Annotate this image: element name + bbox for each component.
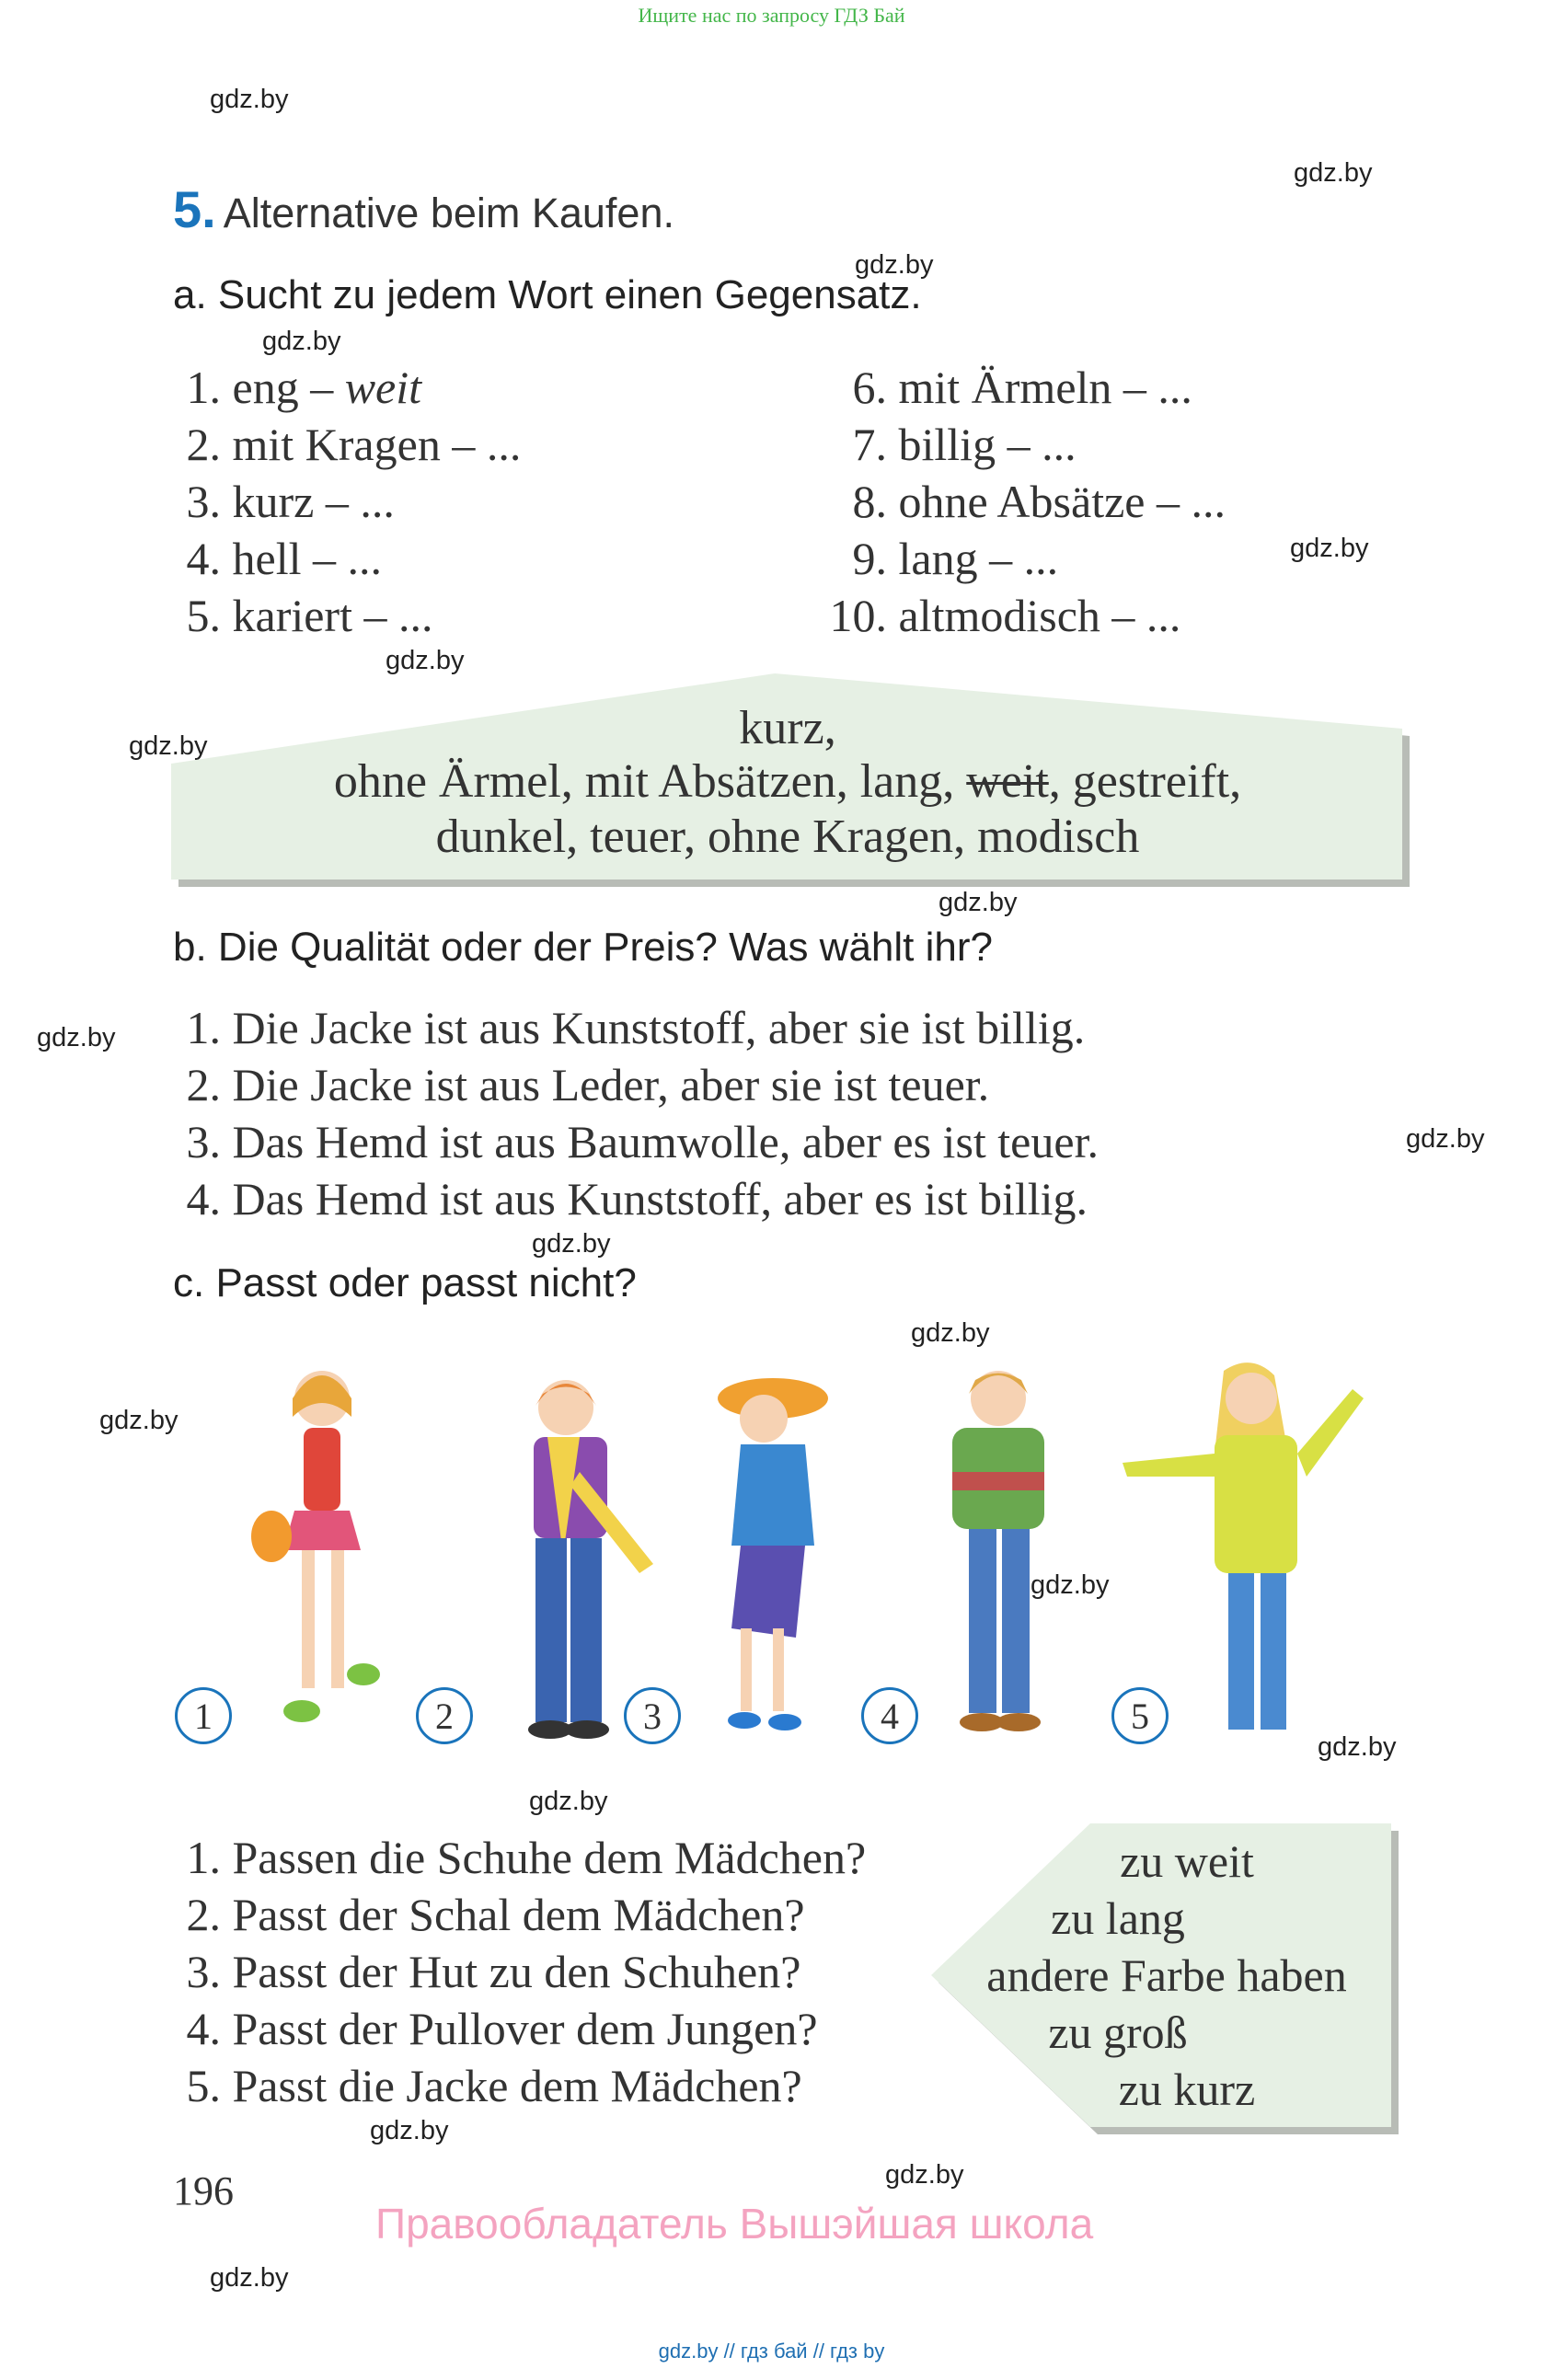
option-item: zu weit bbox=[1120, 1835, 1254, 1887]
list-item: 3. kurz – ... bbox=[186, 476, 395, 527]
watermark: gdz.by bbox=[262, 327, 341, 356]
question-item: 5. Passt die Jacke dem Mädchen? bbox=[186, 2060, 802, 2111]
list-item: 4. hell – ... bbox=[186, 533, 382, 584]
list-item: 5. kariert – ... bbox=[186, 590, 433, 641]
list-item: 6. mit Ärmeln – ... bbox=[852, 362, 1192, 413]
option-item: zu lang bbox=[1051, 1892, 1185, 1944]
girl-illustration bbox=[230, 1362, 414, 1748]
watermark: gdz.by bbox=[210, 85, 289, 114]
watermark: gdz.by bbox=[1406, 1124, 1485, 1154]
option-item: andere Farbe haben bbox=[986, 1949, 1347, 2001]
exercise-title-text: Alternative beim Kaufen. bbox=[223, 190, 674, 236]
watermark: gdz.by bbox=[210, 2263, 289, 2293]
list-item: 8. ohne Absätze – ... bbox=[852, 476, 1226, 527]
list-item: 7. billig – ... bbox=[852, 419, 1077, 470]
watermark: gdz.by bbox=[1290, 534, 1369, 563]
option-item: zu kurz bbox=[1118, 2064, 1256, 2115]
list-item: 4. Das Hemd ist aus Kunststoff, aber es ist billig. bbox=[186, 1173, 1088, 1224]
option-item: zu groß bbox=[1048, 2006, 1188, 2058]
word-bank-line-1: kurz, bbox=[739, 702, 836, 754]
word-bank-line-2: ohne Ärmel, mit Absätzen, lang, weit, gestreift, bbox=[333, 755, 1242, 808]
watermark: gdz.by bbox=[911, 1318, 990, 1348]
figure-number-2: 2 bbox=[416, 1687, 473, 1744]
copyright-notice: Правообладатель Вышэйшая школа bbox=[375, 2200, 1094, 2248]
woman-in-hat-illustration bbox=[676, 1362, 860, 1748]
figure-number-5: 5 bbox=[1111, 1687, 1169, 1744]
watermark: gdz.by bbox=[129, 731, 208, 761]
watermark: gdz.by bbox=[1318, 1732, 1397, 1762]
figure-number-4: 4 bbox=[861, 1687, 918, 1744]
part-a-heading: a. Sucht zu jedem Wort einen Gegensatz. bbox=[173, 272, 922, 317]
list-item: 2. mit Kragen – ... bbox=[186, 419, 522, 470]
watermark: gdz.by bbox=[885, 2160, 964, 2190]
question-item: 2. Passt der Schal dem Mädchen? bbox=[186, 1889, 805, 1940]
watermark: gdz.by bbox=[370, 2116, 449, 2145]
list-item: 2. Die Jacke ist aus Leder, aber sie ist teuer. bbox=[186, 1059, 990, 1110]
question-item: 3. Passt der Hut zu den Schuhen? bbox=[186, 1946, 801, 1997]
top-banner[interactable]: Ищите нас по запросу ГДЗ Бай bbox=[638, 4, 905, 27]
watermark: gdz.by bbox=[386, 646, 465, 675]
watermark: gdz.by bbox=[37, 1023, 116, 1052]
question-item: 4. Passt der Pullover dem Jungen? bbox=[186, 2003, 818, 2054]
list-item: 1. Die Jacke ist aus Kunststoff, aber sie ist billig. bbox=[186, 1002, 1086, 1053]
girl-in-jacket-illustration bbox=[1113, 1352, 1389, 1748]
watermark: gdz.by bbox=[529, 1787, 608, 1816]
watermark: gdz.by bbox=[1031, 1570, 1110, 1600]
watermark: gdz.by bbox=[855, 250, 934, 280]
bottom-links[interactable]: gdz.by // гдз бай // гдз by bbox=[658, 2340, 885, 2363]
part-c-heading: c. Passt oder passt nicht? bbox=[173, 1260, 637, 1305]
page-number: 196 bbox=[173, 2168, 234, 2213]
question-item: 1. Passen die Schuhe dem Mädchen? bbox=[186, 1832, 867, 1883]
figure-number-3: 3 bbox=[624, 1687, 681, 1744]
exercise-number: 5. bbox=[173, 180, 216, 238]
watermark: gdz.by bbox=[532, 1229, 611, 1259]
exercise-title bbox=[173, 179, 674, 239]
watermark: gdz.by bbox=[938, 888, 1018, 917]
watermark: gdz.by bbox=[99, 1406, 178, 1435]
list-item: 10. altmodisch – ... bbox=[829, 590, 1181, 641]
list-item: 9. lang – ... bbox=[852, 533, 1059, 584]
figure-number-1: 1 bbox=[175, 1687, 232, 1744]
list-item: 3. Das Hemd ist aus Baumwolle, aber es ist teuer. bbox=[186, 1116, 1099, 1167]
word-bank-line-3: dunkel, teuer, ohne Kragen, modisch bbox=[435, 811, 1140, 863]
watermark: gdz.by bbox=[1294, 158, 1373, 188]
list-item: 1. eng – weit bbox=[186, 362, 422, 413]
part-b-heading: b. Die Qualität oder der Preis? Was wählt ihr? bbox=[173, 925, 993, 970]
boy-in-sweater-illustration bbox=[897, 1362, 1100, 1748]
